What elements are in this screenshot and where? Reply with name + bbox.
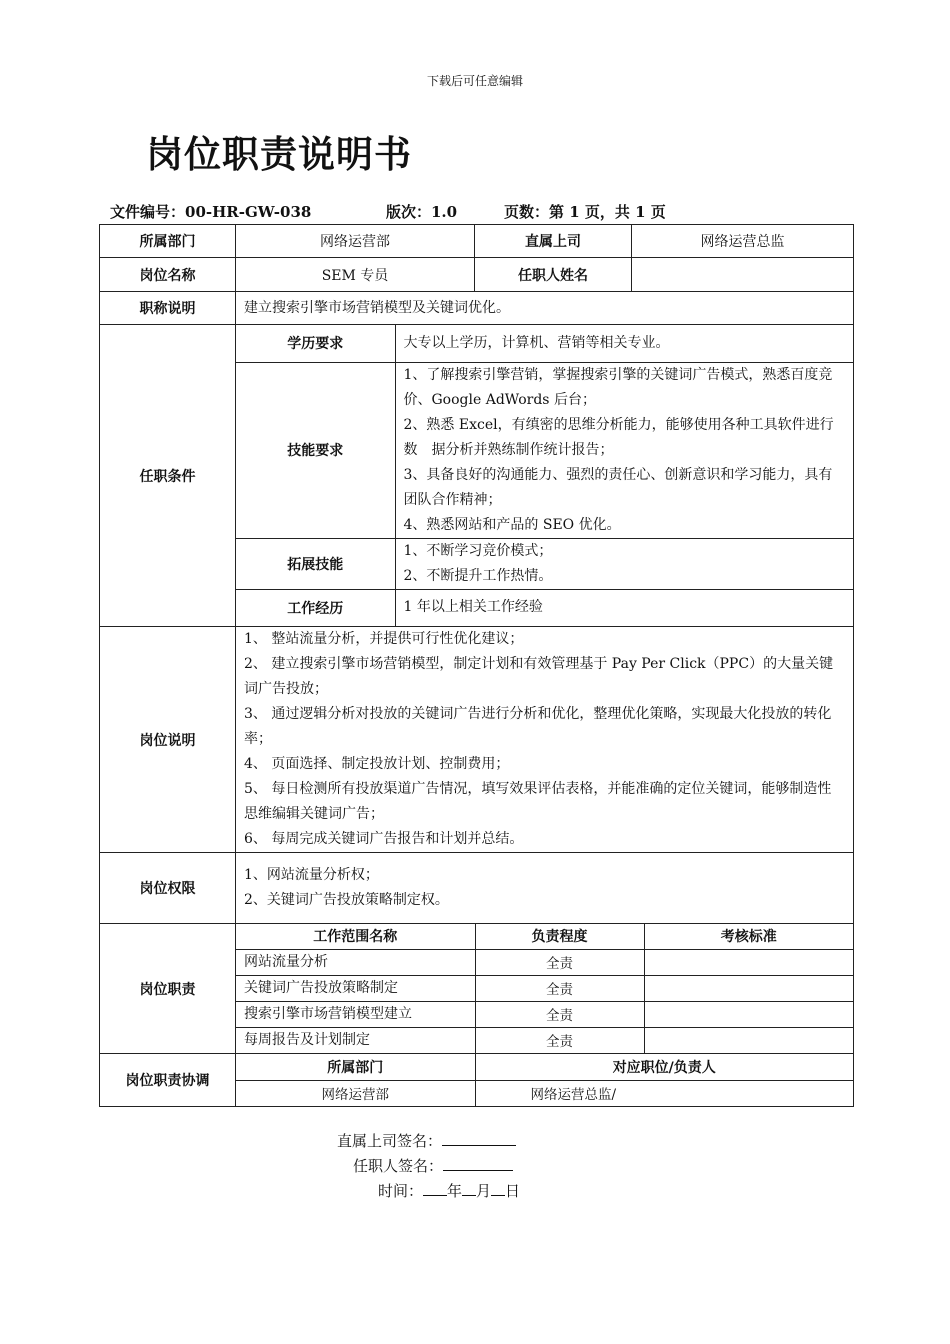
holder-label: 任职人姓名 bbox=[475, 258, 632, 292]
title-desc-value: 建立搜索引擎市场营销模型及关键词优化。 bbox=[236, 292, 854, 325]
description-item: 3、 通过逻辑分析对投放的关键词广告进行分析和优化，整理优化策略，实现最大化投放的转化 率； bbox=[244, 706, 846, 747]
position-value: SEM 专员 bbox=[236, 258, 475, 292]
authority-item: 2、关键词广告投放策略制定权。 bbox=[244, 892, 449, 908]
position-label: 岗位名称 bbox=[100, 258, 236, 292]
resp-degree: 全责 bbox=[475, 1027, 644, 1053]
table-row bbox=[236, 1027, 853, 1053]
description-label: 岗位说明 bbox=[100, 627, 236, 853]
file-number: 文件编号：00-HR-GW-038 bbox=[110, 203, 312, 221]
skills-label: 技能要求 bbox=[236, 362, 395, 538]
header-note: 下载后可任意编辑 bbox=[426, 74, 523, 88]
resp-degree: 全责 bbox=[475, 949, 644, 975]
table-row bbox=[236, 1080, 853, 1106]
education-value: 大专以上学历，计算机、营销等相关专业。 bbox=[395, 325, 853, 362]
description-item: 5、 每日检测所有投放渠道广告情况，填写效果评估表格，并能准确的定位关键词，能够制造性 思维编辑关键词广告； bbox=[244, 781, 846, 822]
date-label: 时间： bbox=[378, 1182, 424, 1200]
description-list bbox=[236, 627, 854, 853]
superior-signature-label: 直属上司签名： bbox=[337, 1132, 443, 1150]
coord-header-position: 对应职位/负责人 bbox=[475, 1054, 853, 1080]
resp-standard bbox=[644, 975, 853, 1001]
resp-header-scope: 工作范围名称 bbox=[236, 924, 475, 949]
qualifications-label: 任职条件 bbox=[100, 325, 236, 627]
resp-degree: 全责 bbox=[475, 1001, 644, 1027]
superior-signature bbox=[337, 1130, 516, 1151]
page-title: 岗位职责说明书 bbox=[146, 133, 412, 176]
extended-skills-list bbox=[395, 538, 853, 589]
signature-date bbox=[378, 1180, 520, 1201]
resp-standard bbox=[644, 1001, 853, 1027]
superior-value: 网络运营总监 bbox=[632, 225, 854, 258]
qualifications-table bbox=[236, 325, 853, 626]
resp-header-degree: 负责程度 bbox=[475, 924, 644, 949]
title-desc-label: 职称说明 bbox=[100, 292, 236, 325]
description-item: 6、 每周完成关键词广告报告和计划并总结。 bbox=[244, 831, 524, 847]
month-label: 月 bbox=[476, 1182, 492, 1200]
coordination-table bbox=[236, 1054, 853, 1106]
holder-signature bbox=[353, 1155, 513, 1176]
dept-label: 所属部门 bbox=[100, 225, 236, 258]
superior-label: 直属上司 bbox=[475, 225, 632, 258]
authority-label: 岗位权限 bbox=[100, 853, 236, 924]
skill-item: 4、熟悉网站和产品的 SEO 优化。 bbox=[403, 516, 621, 533]
authority-list bbox=[236, 853, 854, 924]
year-field[interactable] bbox=[423, 1181, 447, 1196]
extended-skill-item: 1、不断学习竞价模式； bbox=[403, 542, 553, 559]
resp-degree: 全责 bbox=[475, 975, 644, 1001]
superior-signature-field[interactable] bbox=[442, 1131, 516, 1146]
holder-signature-label: 任职人签名： bbox=[353, 1157, 444, 1175]
day-label: 日 bbox=[505, 1182, 521, 1200]
day-field[interactable] bbox=[491, 1181, 505, 1196]
resp-scope: 每周报告及计划制定 bbox=[236, 1027, 475, 1053]
year-label: 年 bbox=[447, 1182, 463, 1200]
skill-item: 2、熟悉 Excel，有缜密的思维分析能力，能够使用各种工具软件进行数 据分析并熟练制作统计报告； bbox=[403, 416, 834, 458]
skill-item: 1、了解搜索引擎营销，掌握搜索引擎的关键词广告模式，熟悉百度竞价、Google AdWords 后台； bbox=[403, 366, 833, 408]
extended-skills-label: 拓展技能 bbox=[236, 538, 395, 589]
resp-standard bbox=[644, 1027, 853, 1053]
table-row bbox=[236, 1001, 853, 1027]
page-count: 页数：第 1 页，共 1 页 bbox=[504, 203, 666, 221]
coordination-label: 岗位职责协调 bbox=[100, 1054, 236, 1107]
holder-signature-field[interactable] bbox=[443, 1156, 513, 1171]
resp-header-standard: 考核标准 bbox=[644, 924, 853, 949]
coord-position: 网络运营总监/ bbox=[475, 1080, 853, 1106]
table-row bbox=[236, 949, 853, 975]
table-row bbox=[236, 975, 853, 1001]
holder-value[interactable] bbox=[632, 258, 854, 292]
document-meta bbox=[110, 201, 666, 222]
resp-scope: 关键词广告投放策略制定 bbox=[236, 975, 475, 1001]
month-field[interactable] bbox=[462, 1181, 476, 1196]
description-item: 1、 整站流量分析，并提供可行性优化建议； bbox=[244, 631, 524, 647]
education-label: 学历要求 bbox=[236, 325, 395, 362]
coord-header-dept: 所属部门 bbox=[236, 1054, 475, 1080]
description-item: 4、 页面选择、制定投放计划、控制费用； bbox=[244, 756, 510, 772]
extended-skill-item: 2、不断提升工作热情。 bbox=[403, 567, 553, 584]
description-item: 2、 建立搜索引擎市场营销模型，制定计划和有效管理基于 Pay Per Click（PPC）的大量关键词广告投放； bbox=[244, 656, 834, 697]
job-description-table bbox=[99, 224, 854, 1107]
resp-standard bbox=[644, 949, 853, 975]
resp-scope: 网站流量分析 bbox=[236, 949, 475, 975]
coord-dept: 网络运营部 bbox=[236, 1080, 475, 1106]
skills-list bbox=[395, 362, 853, 538]
skill-item: 3、具备良好的沟通能力、强烈的责任心、创新意识和学习能力，具有团队合作精神； bbox=[403, 466, 833, 508]
experience-label: 工作经历 bbox=[236, 589, 395, 626]
resp-scope: 搜索引擎市场营销模型建立 bbox=[236, 1001, 475, 1027]
responsibilities-label: 岗位职责 bbox=[100, 924, 236, 1054]
version: 版次：1.0 bbox=[386, 203, 458, 221]
experience-value: 1 年以上相关工作经验 bbox=[395, 589, 853, 626]
responsibilities-table bbox=[236, 924, 853, 1053]
authority-item: 1、网站流量分析权； bbox=[244, 867, 379, 883]
dept-value: 网络运营部 bbox=[236, 225, 475, 258]
